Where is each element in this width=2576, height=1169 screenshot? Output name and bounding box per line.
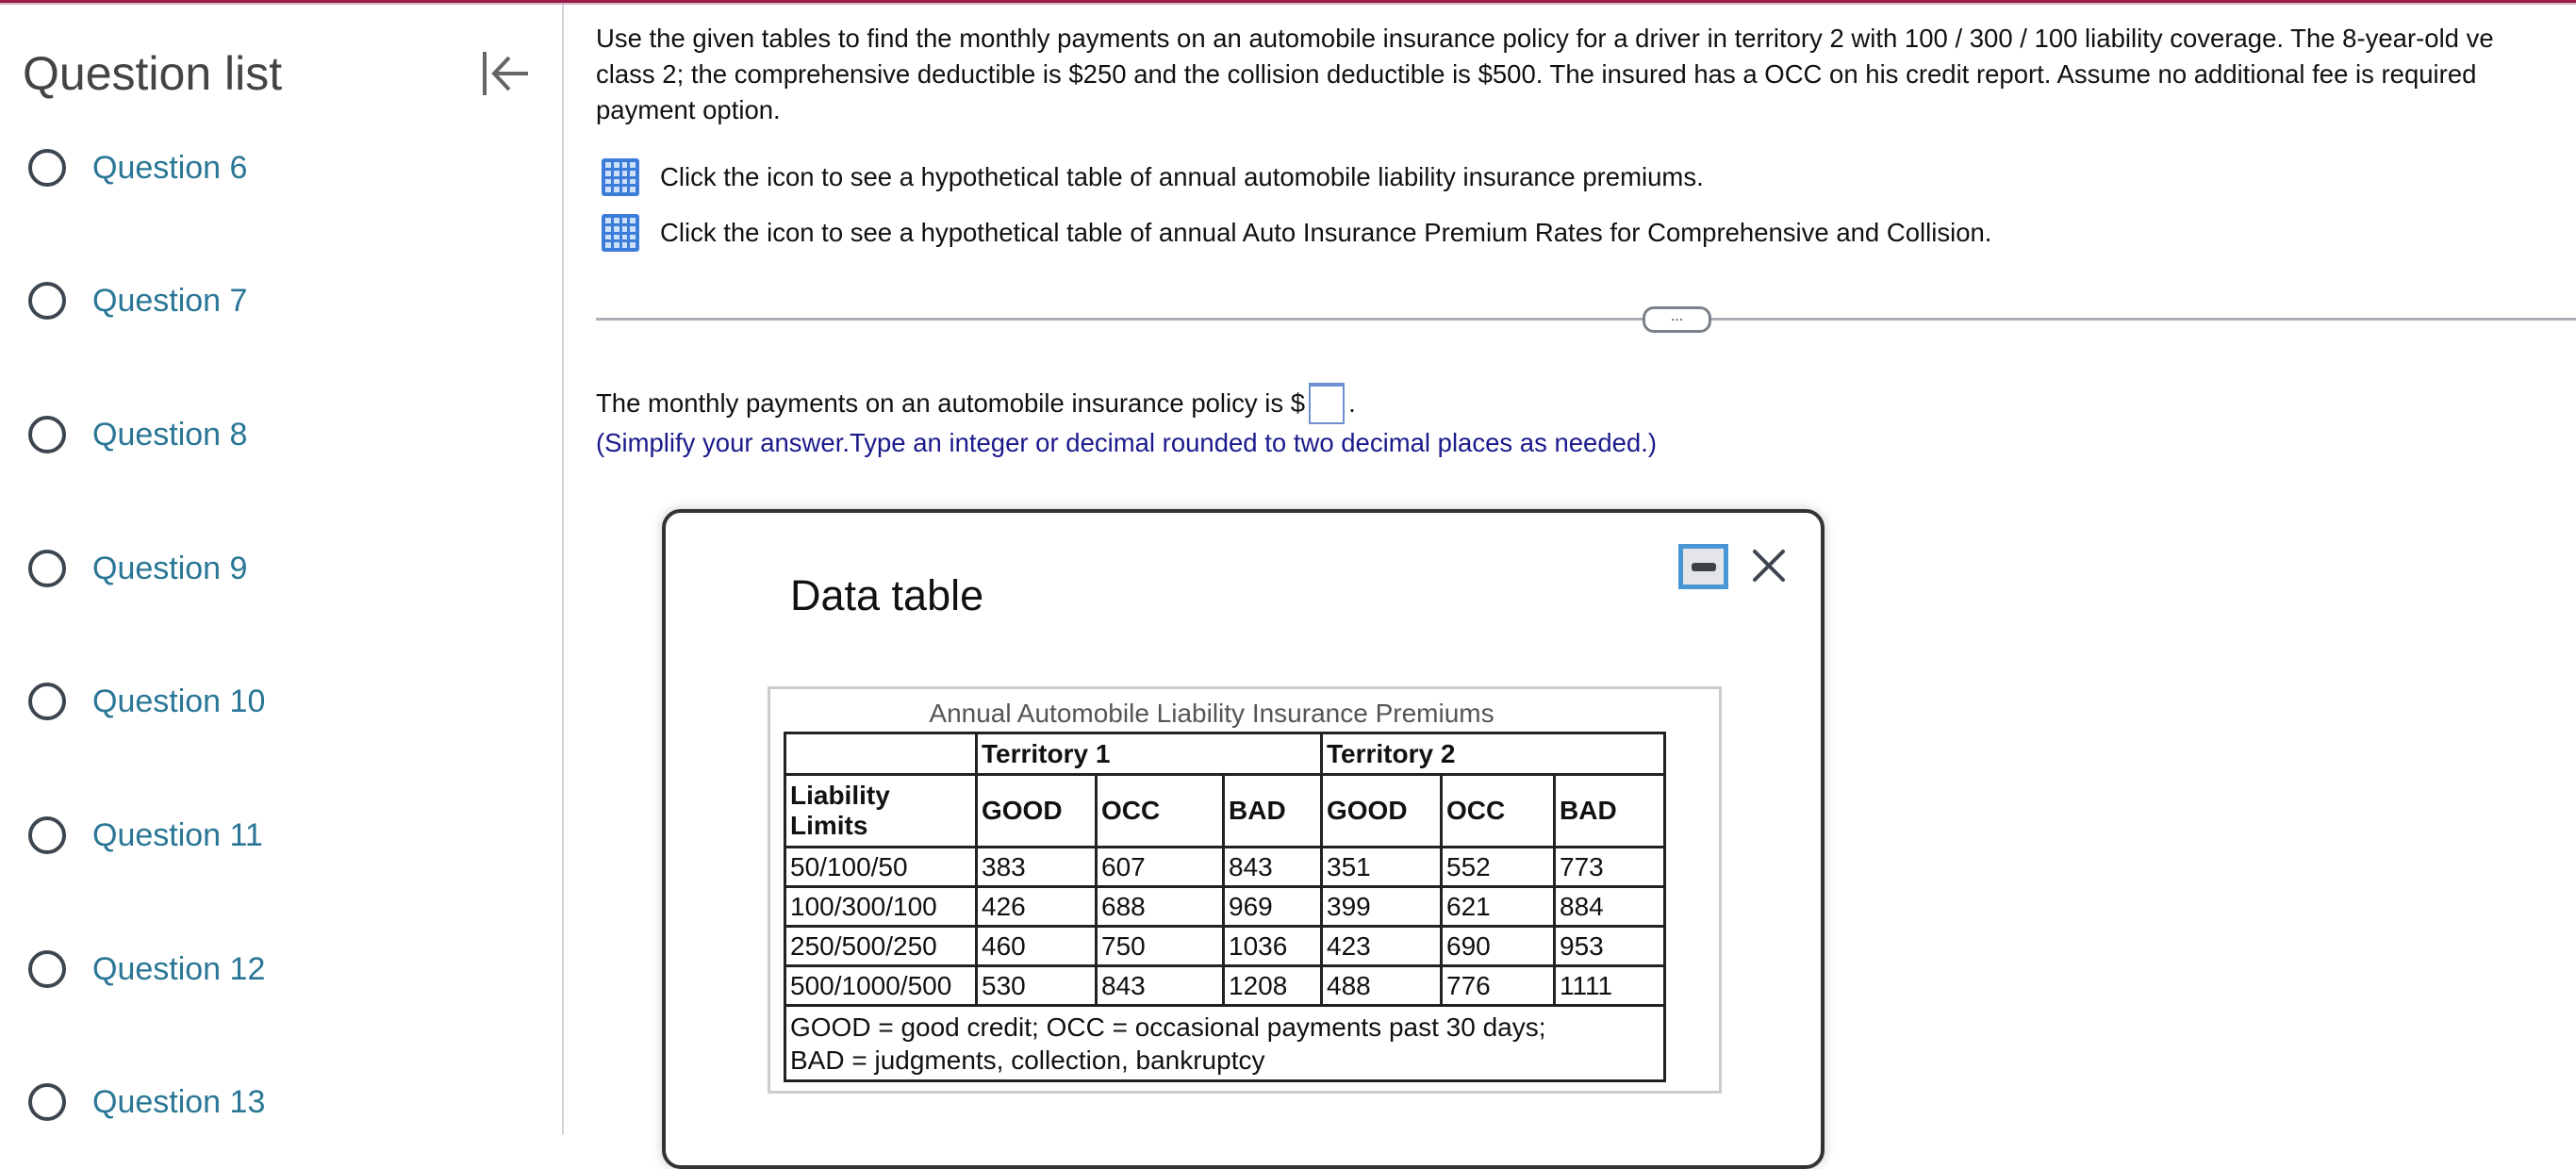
table-cell: 460 [977,927,1097,966]
question-label: Question 9 [92,550,248,586]
close-button[interactable] [1750,547,1788,584]
prompt-line: class 2; the comprehensive deductible is $250 and the collision deductible is $500. The insured has a OCC on his credit report. Assume no additional fee is required [596,59,2477,89]
row-label-cell: 500/1000/500 [785,966,977,1006]
question-item-6[interactable] [28,147,247,189]
territory-2-header: Territory 2 [1322,733,1665,775]
footnote-line: BAD = judgments, collection, bankruptcy [790,1045,1265,1075]
table-cell: 399 [1322,887,1442,927]
answer-hint: (Simplify your answer.Type an integer or decimal rounded to two decimal places as needed.) [596,428,1658,457]
answer-prefix: The monthly payments on an automobile insurance policy is $ [596,388,1306,418]
link-text: Click the icon to see a hypothetical table of annual automobile liability insurance premiums. [660,162,1704,191]
footnote-line: GOOD = good credit; OCC = occasional payments past 30 days; [790,1012,1546,1042]
question-item-8[interactable] [28,414,247,455]
minimize-button[interactable] [1678,544,1728,589]
table-header-row [785,733,1665,775]
status-circle-icon [28,282,66,320]
empty-cell [785,733,977,775]
table-cell: 843 [1224,848,1322,887]
status-circle-icon [28,816,66,854]
table-header-row [785,775,1665,848]
premium-table [784,732,1666,1082]
answer-input[interactable] [1309,383,1345,424]
question-item-7[interactable] [28,280,247,321]
question-label: Question 8 [92,416,248,453]
table-row [785,966,1665,1006]
table-row [785,887,1665,927]
table-caption: Annual Automobile Liability Insurance Premiums [929,699,1494,728]
expand-handle-button[interactable]: ... [1643,306,1711,333]
table-icon[interactable] [602,214,639,252]
question-item-10[interactable] [28,681,265,722]
row-label-cell: 250/500/250 [785,927,977,966]
question-label: Question 12 [92,950,266,987]
question-label: Question 11 [92,816,263,853]
table-cell: 750 [1097,927,1224,966]
close-icon [1750,547,1788,584]
table-cell: 383 [977,848,1097,887]
collapse-sidebar-icon[interactable] [481,50,530,97]
territory-1-header: Territory 1 [977,733,1322,775]
status-circle-icon [28,950,66,988]
prompt-line: payment option. [596,95,781,124]
question-item-13[interactable] [28,1081,265,1123]
status-circle-icon [28,416,66,453]
status-circle-icon [28,550,66,587]
table-row [785,927,1665,966]
column-header: GOOD [977,775,1097,848]
minimize-icon [1692,563,1716,571]
table-cell: 621 [1442,887,1555,927]
question-item-12[interactable] [28,948,265,990]
dialog-title: Data table [790,571,984,619]
prompt-line: Use the given tables to find the monthly payments on an automobile insurance policy for a driver in territory 2 with 100 / 300 / 100 liability coverage. The 8-year-old ve [596,24,2494,53]
answer-line [596,383,1356,424]
table-cell: 1111 [1555,966,1665,1006]
comprehensive-collision-table-link[interactable] [602,212,1991,254]
table-cell: 688 [1097,887,1224,927]
table-image-frame [768,686,1722,1094]
table-cell: 1036 [1224,927,1322,966]
table-footnote-row [785,1006,1665,1081]
table-cell: 552 [1442,848,1555,887]
status-circle-icon [28,683,66,720]
status-circle-icon [28,1083,66,1121]
table-cell: 607 [1097,848,1224,887]
table-footnote [785,1006,1665,1081]
table-cell: 351 [1322,848,1442,887]
status-circle-icon [28,149,66,187]
table-cell: 690 [1442,927,1555,966]
column-header: Liability Limits [785,775,977,848]
column-header: OCC [1097,775,1224,848]
table-cell: 426 [977,887,1097,927]
row-label-cell: 100/300/100 [785,887,977,927]
table-cell: 530 [977,966,1097,1006]
table-cell: 776 [1442,966,1555,1006]
column-header: GOOD [1322,775,1442,848]
question-label: Question 13 [92,1083,266,1120]
question-item-11[interactable] [28,815,263,856]
table-cell: 953 [1555,927,1665,966]
link-text: Click the icon to see a hypothetical table of annual Auto Insurance Premium Rates for Comprehensive and Collision. [660,218,1992,247]
table-cell: 773 [1555,848,1665,887]
answer-suffix: . [1348,388,1356,418]
table-cell: 969 [1224,887,1322,927]
column-header: BAD [1224,775,1322,848]
liability-table-link[interactable] [602,156,1704,198]
table-cell: 884 [1555,887,1665,927]
data-table-dialog [662,509,1825,1169]
question-list-sidebar [0,5,564,1135]
table-cell: 1208 [1224,966,1322,1006]
column-header: OCC [1442,775,1555,848]
question-prompt [596,21,2576,128]
table-row [785,848,1665,887]
section-divider [596,318,2576,321]
table-cell: 423 [1322,927,1442,966]
table-icon[interactable] [602,158,639,196]
table-cell: 843 [1097,966,1224,1006]
question-label: Question 10 [92,683,266,719]
sidebar-title: Question list [23,47,283,100]
question-label: Question 7 [92,282,248,319]
row-label-cell: 50/100/50 [785,848,977,887]
question-item-9[interactable] [28,548,247,589]
column-header: BAD [1555,775,1665,848]
table-cell: 488 [1322,966,1442,1006]
question-label: Question 6 [92,149,248,186]
